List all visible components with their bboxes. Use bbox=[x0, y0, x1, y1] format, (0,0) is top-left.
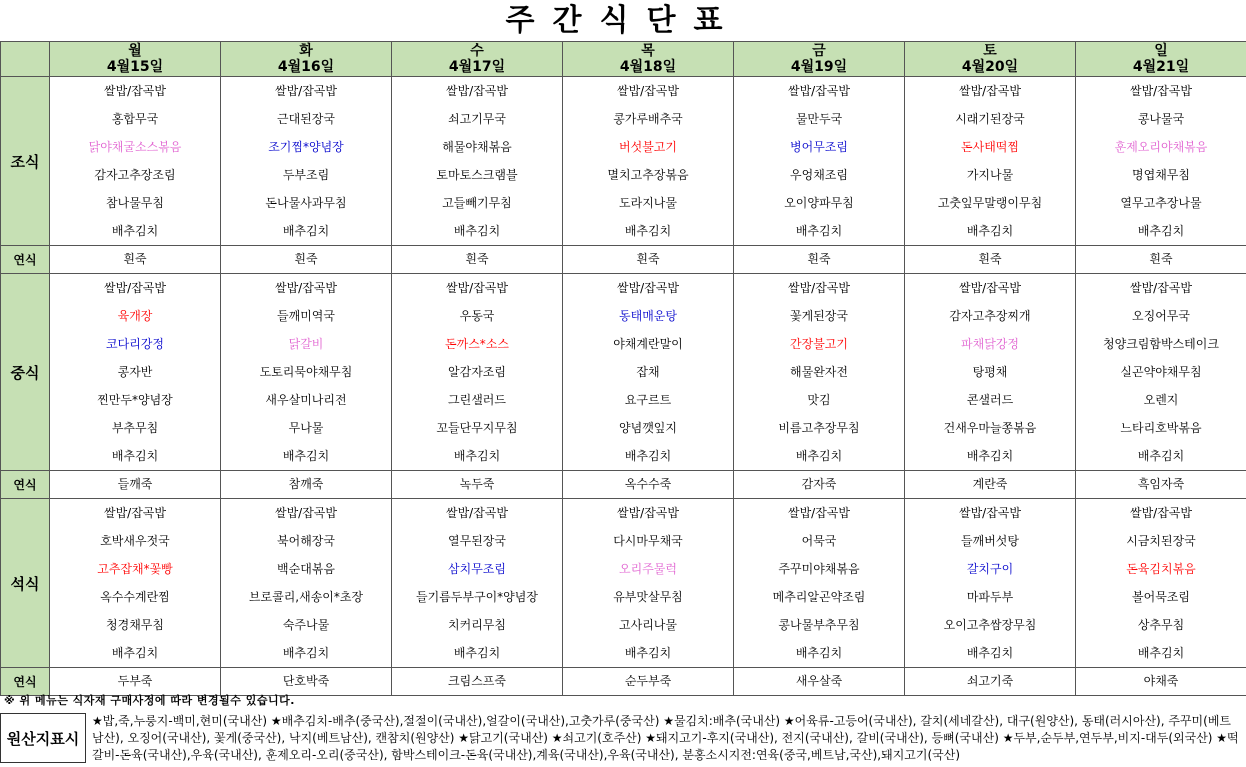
snack-cell: 흰죽 bbox=[392, 246, 563, 274]
day-header bbox=[50, 42, 221, 77]
menu-item: 배추김치 bbox=[282, 646, 330, 660]
menu-item: 해물야채볶음 bbox=[442, 140, 512, 154]
menu-item: 어묵국 bbox=[801, 534, 837, 548]
menu-item: 배추김치 bbox=[1137, 646, 1185, 660]
day-name: 월 bbox=[128, 43, 142, 59]
day-name: 목 bbox=[641, 43, 655, 59]
day-header bbox=[905, 42, 1076, 77]
menu-item: 치커리무침 bbox=[448, 618, 506, 632]
menu-item: 육개장 bbox=[117, 309, 153, 323]
menu-item: 배추김치 bbox=[453, 449, 501, 463]
menu-item: 오리주물럭 bbox=[619, 562, 677, 576]
weekly-menu-table bbox=[0, 41, 1246, 696]
menu-item: 홍합무국 bbox=[111, 112, 159, 126]
menu-item: 쌀밥/잡곡밥 bbox=[787, 84, 850, 98]
breakfast-label: 조식 bbox=[1, 77, 50, 246]
menu-item: 도토리묵야채무침 bbox=[259, 365, 353, 379]
snack-label-2: 연식 bbox=[1, 471, 50, 499]
menu-item: 쌀밥/잡곡밥 bbox=[103, 84, 166, 98]
menu-item: 고들빼기무침 bbox=[442, 196, 512, 210]
snack-label-3: 연식 bbox=[1, 668, 50, 696]
menu-item: 찐만두*양념장 bbox=[97, 393, 173, 407]
menu-item: 배추김치 bbox=[1137, 449, 1185, 463]
menu-item: 배추김치 bbox=[795, 449, 843, 463]
menu-item: 버섯불고기 bbox=[619, 140, 677, 154]
menu-item: 쌀밥/잡곡밥 bbox=[787, 281, 850, 295]
menu-item: 콩가루배추국 bbox=[613, 112, 683, 126]
day-header bbox=[221, 42, 392, 77]
origin-label: 원산지표시 bbox=[0, 713, 86, 763]
menu-item: 도라지나물 bbox=[619, 196, 677, 210]
menu-item: 갈치구이 bbox=[966, 562, 1014, 576]
snack-cell: 흑임자죽 bbox=[1076, 471, 1246, 499]
menu-item: 쌀밥/잡곡밥 bbox=[445, 281, 508, 295]
menu-item: 마파두부 bbox=[966, 590, 1014, 604]
lunch-cell bbox=[221, 274, 392, 471]
menu-item: 참나물무침 bbox=[106, 196, 164, 210]
breakfast-cell bbox=[905, 77, 1076, 246]
day-name: 토 bbox=[983, 43, 997, 59]
snack-cell: 단호박죽 bbox=[221, 668, 392, 696]
breakfast-cell bbox=[734, 77, 905, 246]
menu-item: 맛김 bbox=[807, 393, 831, 407]
menu-item: 삼치무조림 bbox=[448, 562, 506, 576]
menu-item: 쌀밥/잡곡밥 bbox=[958, 281, 1021, 295]
lunch-cell bbox=[563, 274, 734, 471]
menu-item: 꽃게된장국 bbox=[790, 309, 848, 323]
menu-item: 쌀밥/잡곡밥 bbox=[616, 84, 679, 98]
menu-item: 돈사태떡찜 bbox=[961, 140, 1019, 154]
menu-item: 유부맛살무침 bbox=[613, 590, 683, 604]
menu-item: 쌀밥/잡곡밥 bbox=[445, 506, 508, 520]
menu-item: 느타리호박볶음 bbox=[1120, 421, 1202, 435]
menu-item: 볼어묵조림 bbox=[1132, 590, 1190, 604]
menu-item: 배추김치 bbox=[966, 449, 1014, 463]
menu-item: 콩나물국 bbox=[1137, 112, 1185, 126]
menu-item: 양념깻잎지 bbox=[619, 421, 677, 435]
page-title: 주간식단표 bbox=[505, 3, 741, 38]
day-header bbox=[563, 42, 734, 77]
dinner-cell bbox=[1076, 499, 1246, 668]
menu-item: 브로콜리,새송이*초장 bbox=[248, 590, 364, 604]
menu-item: 배추김치 bbox=[282, 224, 330, 238]
menu-item: 쌀밥/잡곡밥 bbox=[274, 84, 337, 98]
menu-item: 병어무조림 bbox=[790, 140, 848, 154]
lunch-cell bbox=[734, 274, 905, 471]
day-name: 일 bbox=[1154, 43, 1168, 59]
menu-item: 쌀밥/잡곡밥 bbox=[958, 506, 1021, 520]
change-notice: ※ 위 메뉴는 식자재 구매사정에 따라 변경될수 있습니다. bbox=[4, 694, 295, 707]
menu-item: 배추김치 bbox=[624, 449, 672, 463]
snack-cell: 흰죽 bbox=[905, 246, 1076, 274]
menu-item: 멸치고추장볶음 bbox=[607, 168, 689, 182]
menu-item: 배추김치 bbox=[1137, 224, 1185, 238]
snack-cell: 계란죽 bbox=[905, 471, 1076, 499]
menu-item: 물만두국 bbox=[795, 112, 843, 126]
snack-row-2 bbox=[1, 471, 1246, 499]
origin-text: ★밥,죽,누룽지-백미,현미(국내산) ★배추김치-배추(중국산),절절이(국내산),얼갈이(국내산),고춧가루(중국산) ★물김치:배추(국내산) ★어육류-고등어(국내산), 갈치(세네갈산), 대구(원양산), 동태(러시아산), 주꾸미(베트남산), 오징어(국내산), 꽃게(중국산), 낙지(베트남산), 캔참치(원양산) ★닭고기(국내산) ★쇠고기(호주산) ★돼지고기-후지(국내산), 전지(국내산), 갈비(국내산), 등뼈(국내산) ★두부,순두부,연두부,비지-대두(외국산) ★떡갈비-돈육(국내산),우육(국내산), 훈제오리-오리(중국산), 함박스테이크-돈육(국내산),계육(국내산),우육(국내산), 분홍소시지전:연육(중국,베트남,국산),돼지고기(국산) bbox=[92, 714, 1239, 762]
menu-item: 쌀밥/잡곡밥 bbox=[274, 506, 337, 520]
day-name: 화 bbox=[299, 43, 313, 59]
menu-item: 시금치된장국 bbox=[1126, 534, 1196, 548]
snack-cell: 순두부죽 bbox=[563, 668, 734, 696]
dinner-cell bbox=[734, 499, 905, 668]
menu-item: 배추김치 bbox=[111, 224, 159, 238]
snack-cell: 참깨죽 bbox=[221, 471, 392, 499]
menu-item: 쌀밥/잡곡밥 bbox=[274, 281, 337, 295]
menu-item: 콩자반 bbox=[117, 365, 153, 379]
menu-item: 쌀밥/잡곡밥 bbox=[1129, 506, 1192, 520]
menu-item: 비름고추장무침 bbox=[778, 421, 860, 435]
menu-item: 그린샐러드 bbox=[448, 393, 506, 407]
menu-item: 옥수수계란찜 bbox=[100, 590, 170, 604]
menu-item: 두부조림 bbox=[282, 168, 330, 182]
breakfast-cell bbox=[1076, 77, 1246, 246]
day-date: 4월15일 bbox=[106, 59, 164, 75]
menu-item: 탕평채 bbox=[972, 365, 1008, 379]
menu-item: 감자고추장찌개 bbox=[949, 309, 1031, 323]
menu-item: 주꾸미야채볶음 bbox=[778, 562, 860, 576]
menu-item: 콩나물부추무침 bbox=[778, 618, 860, 632]
menu-item: 오이양파무침 bbox=[784, 196, 854, 210]
corner-cell bbox=[1, 42, 50, 77]
menu-item: 배추김치 bbox=[795, 646, 843, 660]
menu-item: 상추무침 bbox=[1137, 618, 1185, 632]
menu-item: 근대된장국 bbox=[277, 112, 335, 126]
day-date: 4월21일 bbox=[1132, 59, 1190, 75]
snack-cell: 흰죽 bbox=[50, 246, 221, 274]
breakfast-cell bbox=[221, 77, 392, 246]
menu-item: 간장불고기 bbox=[790, 337, 848, 351]
menu-item: 고사리나물 bbox=[619, 618, 677, 632]
menu-item: 쌀밥/잡곡밥 bbox=[1129, 84, 1192, 98]
menu-item: 배추김치 bbox=[111, 449, 159, 463]
menu-item: 고춧잎무말랭이무침 bbox=[937, 196, 1043, 210]
menu-item: 무나물 bbox=[288, 421, 324, 435]
menu-item: 요구르트 bbox=[624, 393, 672, 407]
snack-cell: 두부죽 bbox=[50, 668, 221, 696]
dinner-cell bbox=[221, 499, 392, 668]
menu-item: 배추김치 bbox=[624, 224, 672, 238]
dinner-cell bbox=[50, 499, 221, 668]
breakfast-cell bbox=[50, 77, 221, 246]
menu-item: 닭갈비 bbox=[288, 337, 324, 351]
menu-item: 배추김치 bbox=[966, 224, 1014, 238]
day-header bbox=[1076, 42, 1246, 77]
menu-item: 새우살미나리전 bbox=[265, 393, 347, 407]
menu-item: 쌀밥/잡곡밥 bbox=[787, 506, 850, 520]
menu-item: 들깨미역국 bbox=[277, 309, 335, 323]
menu-item: 잡채 bbox=[636, 365, 660, 379]
menu-item: 들깨버섯탕 bbox=[961, 534, 1019, 548]
lunch-cell bbox=[50, 274, 221, 471]
menu-item: 북어해장국 bbox=[277, 534, 335, 548]
breakfast-row bbox=[1, 77, 1246, 246]
snack-cell: 옥수수죽 bbox=[563, 471, 734, 499]
snack-cell: 크림스프죽 bbox=[392, 668, 563, 696]
menu-item: 알감자조림 bbox=[448, 365, 506, 379]
menu-item: 돈육김치볶음 bbox=[1126, 562, 1196, 576]
menu-item: 청양크림함박스테이크 bbox=[1103, 337, 1219, 351]
menu-item: 부추무침 bbox=[111, 421, 159, 435]
menu-item: 백순대볶음 bbox=[277, 562, 335, 576]
menu-item: 숙주나물 bbox=[282, 618, 330, 632]
day-name: 금 bbox=[812, 43, 826, 59]
menu-item: 콘샐러드 bbox=[966, 393, 1014, 407]
menu-item: 쇠고기무국 bbox=[448, 112, 506, 126]
menu-item: 닭야채굴소스볶음 bbox=[88, 140, 182, 154]
menu-item: 쌀밥/잡곡밥 bbox=[1129, 281, 1192, 295]
menu-item: 돈나물사과무침 bbox=[265, 196, 347, 210]
snack-cell: 들깨죽 bbox=[50, 471, 221, 499]
menu-item: 가지나물 bbox=[966, 168, 1014, 182]
menu-item: 훈제오리야채볶음 bbox=[1114, 140, 1208, 154]
lunch-cell bbox=[392, 274, 563, 471]
menu-item: 다시마무채국 bbox=[613, 534, 683, 548]
menu-item: 해물완자전 bbox=[790, 365, 848, 379]
snack-cell: 감자죽 bbox=[734, 471, 905, 499]
day-date: 4월19일 bbox=[790, 59, 848, 75]
menu-item: 메추리알곤약조림 bbox=[772, 590, 866, 604]
menu-item: 배추김치 bbox=[453, 224, 501, 238]
snack-row-1 bbox=[1, 246, 1246, 274]
dinner-cell bbox=[905, 499, 1076, 668]
menu-item: 청경채무침 bbox=[106, 618, 164, 632]
menu-item: 배추김치 bbox=[795, 224, 843, 238]
day-header bbox=[392, 42, 563, 77]
snack-cell: 흰죽 bbox=[563, 246, 734, 274]
menu-item: 우엉채조림 bbox=[790, 168, 848, 182]
lunch-cell bbox=[1076, 274, 1246, 471]
menu-item: 실곤약야채무침 bbox=[1120, 365, 1202, 379]
lunch-label: 중식 bbox=[1, 274, 50, 471]
lunch-row bbox=[1, 274, 1246, 471]
breakfast-cell bbox=[392, 77, 563, 246]
day-header bbox=[734, 42, 905, 77]
menu-item: 파채닭강정 bbox=[961, 337, 1019, 351]
dinner-label: 석식 bbox=[1, 499, 50, 668]
menu-item: 동태매운탕 bbox=[619, 309, 677, 323]
menu-item: 배추김치 bbox=[966, 646, 1014, 660]
menu-item: 건새우마늘쫑볶음 bbox=[943, 421, 1037, 435]
menu-item: 배추김치 bbox=[453, 646, 501, 660]
snack-cell: 녹두죽 bbox=[392, 471, 563, 499]
menu-item: 시래기된장국 bbox=[955, 112, 1025, 126]
snack-cell: 야채죽 bbox=[1076, 668, 1246, 696]
menu-item: 토마토스크램블 bbox=[436, 168, 518, 182]
menu-item: 우동국 bbox=[459, 309, 495, 323]
day-name: 수 bbox=[470, 43, 484, 59]
snack-cell: 새우살죽 bbox=[734, 668, 905, 696]
dinner-cell bbox=[563, 499, 734, 668]
day-date: 4월17일 bbox=[448, 59, 506, 75]
menu-item: 조기찜*양념장 bbox=[268, 140, 344, 154]
menu-item: 오렌지 bbox=[1143, 393, 1179, 407]
day-date: 4월18일 bbox=[619, 59, 677, 75]
menu-item: 고추잡채*꽃빵 bbox=[97, 562, 173, 576]
menu-item: 코다리강정 bbox=[106, 337, 164, 351]
snack-label-1: 연식 bbox=[1, 246, 50, 274]
menu-item: 오징어무국 bbox=[1132, 309, 1190, 323]
menu-item: 배추김치 bbox=[111, 646, 159, 660]
menu-item: 야채계란말이 bbox=[613, 337, 683, 351]
snack-cell: 흰죽 bbox=[221, 246, 392, 274]
menu-item: 들기름두부구이*양념장 bbox=[416, 590, 538, 604]
menu-item: 열무고추장나물 bbox=[1120, 196, 1202, 210]
menu-item: 쌀밥/잡곡밥 bbox=[958, 84, 1021, 98]
menu-item: 쌀밥/잡곡밥 bbox=[445, 84, 508, 98]
menu-item: 명엽채무침 bbox=[1132, 168, 1190, 182]
menu-item: 호박새우젓국 bbox=[100, 534, 170, 548]
menu-item: 돈까스*소스 bbox=[445, 337, 509, 351]
menu-item: 꼬들단무지무침 bbox=[436, 421, 518, 435]
menu-item: 쌀밥/잡곡밥 bbox=[616, 281, 679, 295]
menu-item: 배추김치 bbox=[282, 449, 330, 463]
menu-item: 쌀밥/잡곡밥 bbox=[103, 506, 166, 520]
dinner-cell bbox=[392, 499, 563, 668]
menu-item: 열무된장국 bbox=[448, 534, 506, 548]
menu-item: 쌀밥/잡곡밥 bbox=[103, 281, 166, 295]
menu-item: 배추김치 bbox=[624, 646, 672, 660]
lunch-cell bbox=[905, 274, 1076, 471]
day-header-row bbox=[1, 42, 1246, 77]
menu-item: 쌀밥/잡곡밥 bbox=[616, 506, 679, 520]
day-date: 4월20일 bbox=[961, 59, 1019, 75]
menu-item: 오이고추쌈장무침 bbox=[943, 618, 1037, 632]
snack-cell: 흰죽 bbox=[1076, 246, 1246, 274]
snack-cell: 쇠고기죽 bbox=[905, 668, 1076, 696]
dinner-row bbox=[1, 499, 1246, 668]
menu-item: 감자고추장조림 bbox=[94, 168, 176, 182]
snack-cell: 흰죽 bbox=[734, 246, 905, 274]
breakfast-cell bbox=[563, 77, 734, 246]
day-date: 4월16일 bbox=[277, 59, 335, 75]
